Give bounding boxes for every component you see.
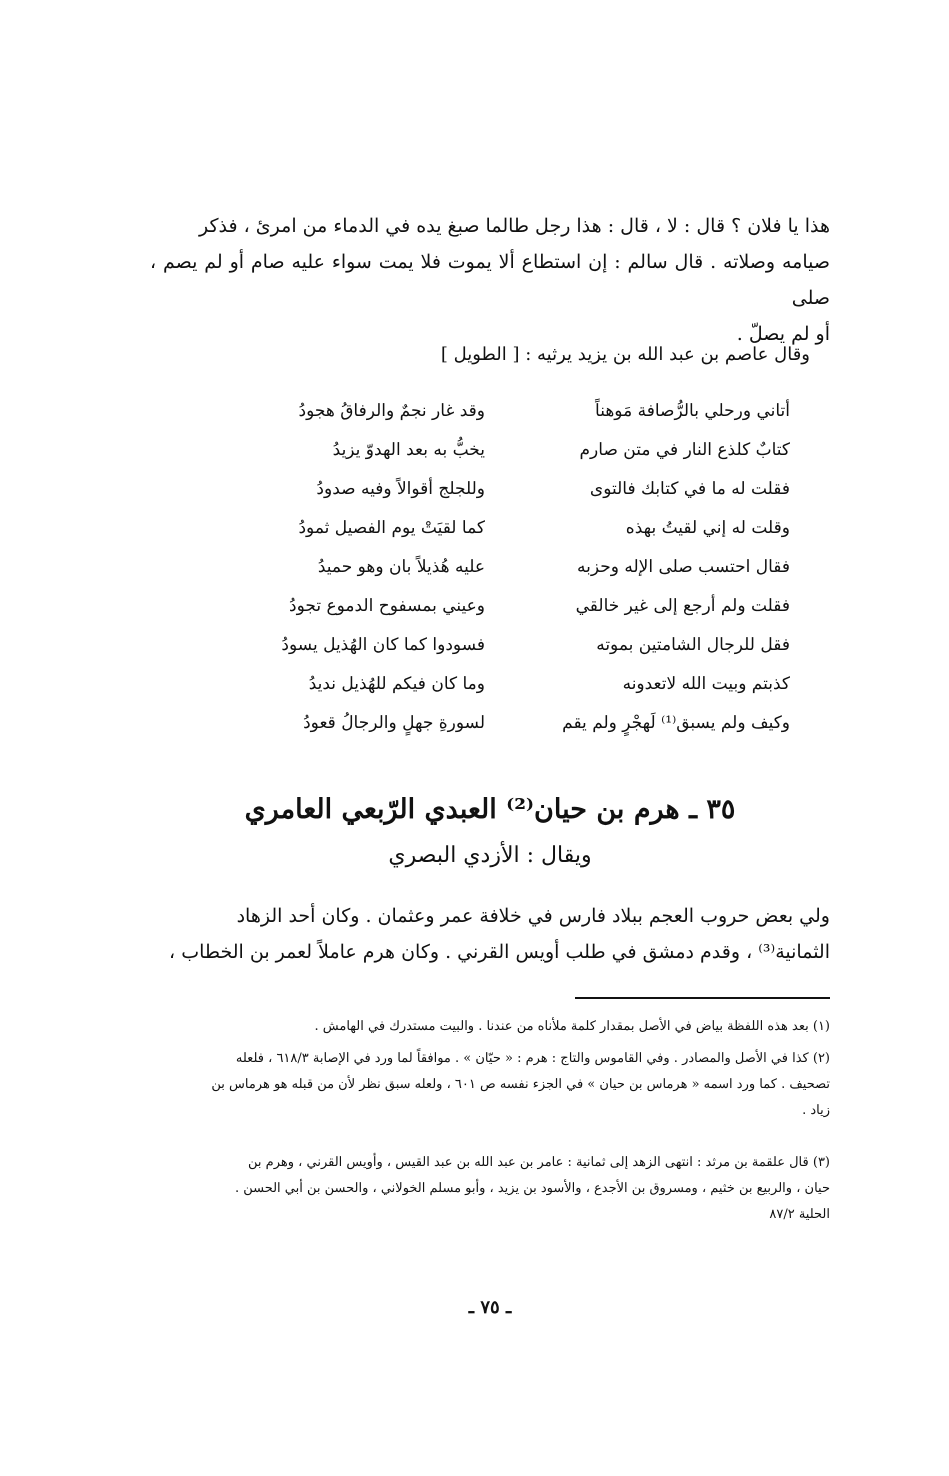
verse-second-hemistich: وللجلج أقوالاً وفيه صدودُ <box>316 479 485 499</box>
verse-first-hemistich: فقلت له ما في كتابك فالتوى <box>589 479 790 499</box>
poem-verse <box>150 626 830 665</box>
poem-verse <box>150 509 830 548</box>
text-line: الثمانية⁽³⁾ ، وقدم دمشق في طلب أويس القرني . وكان هرم عاملاً لعمر بن الخطاب ، <box>169 941 830 963</box>
verse-second-hemistich: فسودوا كما كان الهُذيل يسودُ <box>281 635 485 655</box>
poem-intro: وقال عاصم بن عبد الله بن يزيد يرثيه : [ الطويل ] <box>440 344 810 365</box>
poem-verse <box>150 665 830 704</box>
opening-paragraph <box>150 208 830 352</box>
footnote-line: (١) بعد هذه اللفظة بياض في الأصل بمقدار كلمة ملأناه من عندنا . والبيت مستدرك في الهامش . <box>314 1019 830 1034</box>
verse-first-hemistich: أتاني ورحلي بالرُّصافة مَوهناً <box>595 401 790 421</box>
footnote-divider <box>575 997 830 999</box>
footnote-line: حيان ، والربيع بن خثيم ، ومسروق بن الأجدع ، والأسود بن يزيد ، وأبو مسلم الخولاني ، والحسن بن أبي الحسن . <box>234 1181 830 1196</box>
poem-verse <box>150 548 830 587</box>
text-line: هذا يا فلان ؟ قال : لا ، قال : هذا رجل طالما صبغ يده في الدماء من امرئ ، فذكر <box>199 215 830 237</box>
poem-verse <box>150 704 830 743</box>
poem <box>150 392 830 743</box>
section-subtitle: ويقال : الأزدي البصري <box>388 843 592 868</box>
biography-paragraph <box>150 898 830 970</box>
verse-first-hemistich: وقلت له إني لقيتُ بهذه <box>625 518 790 538</box>
poem-verse <box>150 431 830 470</box>
verse-second-hemistich: كما لقيَتْ يوم الفصيل ثمودُ <box>298 518 485 538</box>
page-number: ـ ٧٥ ـ <box>468 1297 512 1318</box>
verse-first-hemistich: فقلت ولم أرجع إلى غير خالقي <box>575 596 790 616</box>
verse-first-hemistich: كذبتم وبيت الله لاتعدونه <box>622 674 790 694</box>
text-line: صيامه وصلاته . قال سالم : إن استطاع ألا يموت فلا يمت سواء عليه صام أو لم يصم ، صلى <box>150 251 830 309</box>
verse-second-hemistich: وقد غار نجمٌ والرفاقُ هجودُ <box>298 401 485 421</box>
footnote-1 <box>150 1014 830 1040</box>
verse-second-hemistich: لسورةِ جهلٍ والرجالُ قعودُ <box>303 713 485 733</box>
footnote-line: (٣) قال علقمة بن مرثد : انتهى الزهد إلى ثمانية : عامر بن عبد الله بن عبد القيس ، وأويس القرني ، وهرم بن <box>248 1155 830 1170</box>
text-line: ولي بعض حروب العجم ببلاد فارس في خلافة عمر وعثمان . وكان أحد الزهاد <box>236 905 830 927</box>
poem-verse <box>150 392 830 431</box>
verse-second-hemistich: عليه هُذيلاً بان وهو حميدُ <box>317 557 485 577</box>
book-page <box>150 0 830 1476</box>
verse-first-hemistich: وكيف ولم يسبق⁽¹⁾ لَهجْرٍ ولم يقم <box>562 713 790 733</box>
section-title: ٣٥ ـ هرم بن حيان⁽²⁾ العبدي الرّبعي العامري <box>244 794 736 825</box>
verse-second-hemistich: وعيني بمسفوح الدموع تجودُ <box>289 596 485 616</box>
footnote-line: الحلية ٨٧/٢ <box>769 1207 830 1222</box>
footnote-2 <box>150 1046 830 1124</box>
poem-verse <box>150 587 830 626</box>
verse-second-hemistich: يخبُّ به بعد الهدوّ يزيدُ <box>332 440 485 460</box>
verse-first-hemistich: فقل للرجال الشامتين بموته <box>596 635 790 655</box>
poem-verse <box>150 470 830 509</box>
verse-first-hemistich: كتابٌ كلذع النار في متن صارم <box>579 440 790 460</box>
footnote-line: زياد . <box>802 1103 830 1118</box>
verse-second-hemistich: وما كان فيكم للهُذيل نديدُ <box>308 674 485 694</box>
text-line: أو لم يصلّ . <box>736 323 830 345</box>
verse-first-hemistich: فقال احتسب صلى الإله وحزبه <box>577 557 790 577</box>
footnote-line: تصحيف . كما ورد اسمه « هرماس بن حيان » في الجزء نفسه ص ٦٠١ ، ولعله سبق نظر لأن من قبله هو هرماس بن <box>211 1077 830 1092</box>
footnote-line: (٢) كذا في الأصل والمصادر . وفي القاموس والتاج : هرم : « حيّان » . موافقاً لما ورد في الإصابة ٦١٨/٣ ، فلعله <box>235 1051 830 1066</box>
footnote-3 <box>150 1150 830 1228</box>
